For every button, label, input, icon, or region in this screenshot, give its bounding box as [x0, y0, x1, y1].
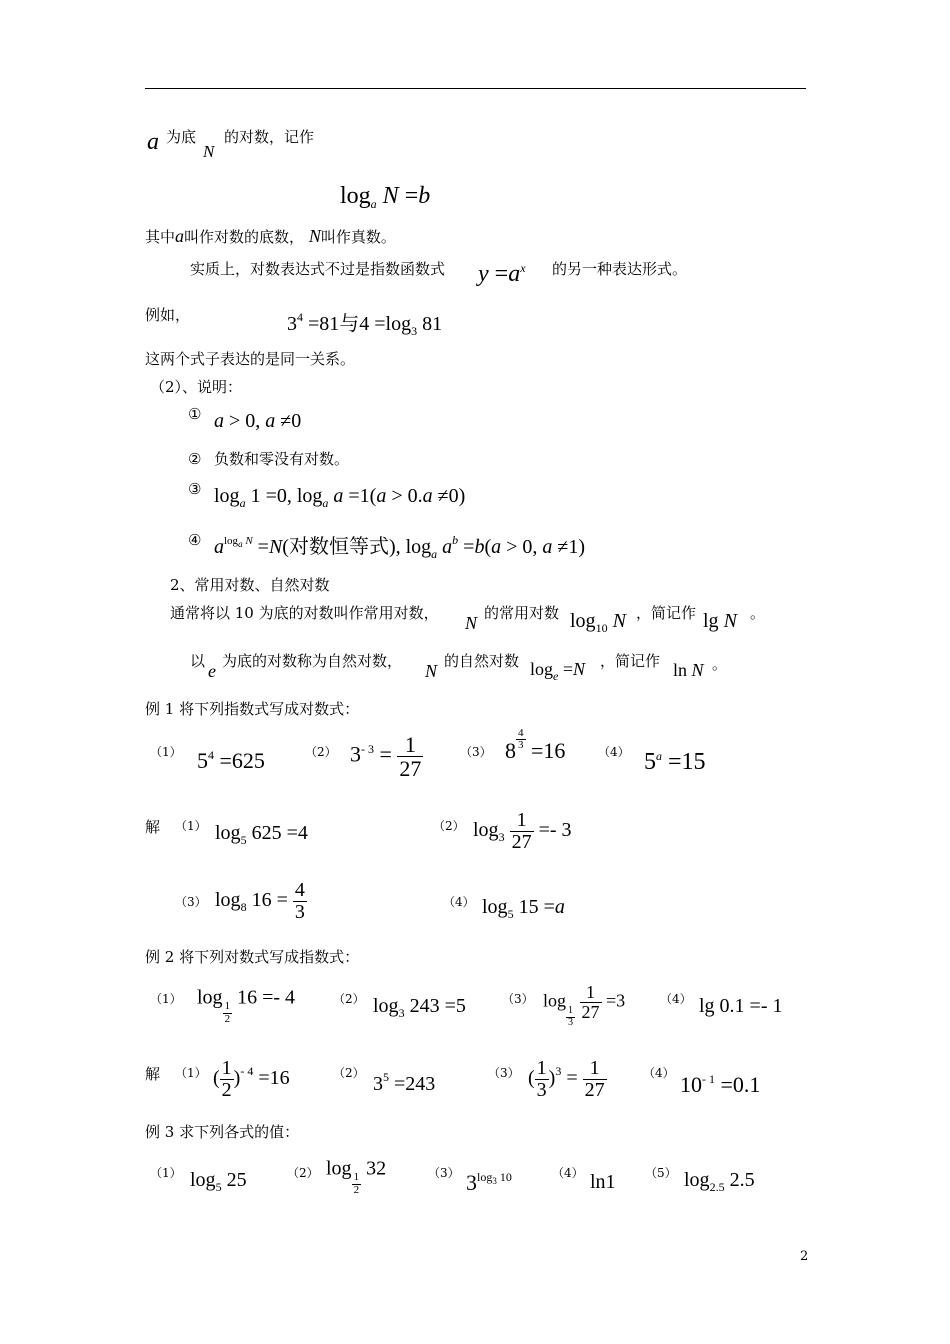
sol2-a2-formula: $3^5 =243$ — [373, 1070, 436, 1095]
example-3-title: 例 3 求下列各式的值： — [145, 1123, 300, 1141]
essence-line: 实质上，对数表达式不过是指数函数式 — [190, 260, 446, 278]
exp-function-formula: $y =a^x$ — [478, 261, 526, 287]
ex3-q1-formula: $\log_5 25$ — [190, 1169, 247, 1194]
ex3-q2-number: （2） — [287, 1166, 319, 1180]
definition-N: N — [203, 142, 215, 161]
ex1-q3-formula: 8 $\frac{4}{3}$ =16 — [505, 726, 566, 763]
ex2-q1-number: （1） — [150, 992, 182, 1006]
ex2-q2-number: （2） — [333, 992, 365, 1006]
common-log-end: 。 — [750, 604, 766, 622]
ex3-q2-formula: log $\frac{1}{2}$ 32 — [326, 1157, 387, 1196]
sol1-a1-number: （1） — [175, 819, 207, 833]
formula-log-a-N-eq-b: $\log_a N =b$ — [340, 183, 431, 211]
item-1-formula: a > 0, a ≠0 — [214, 410, 302, 432]
sol2-a2-number: （2） — [333, 1066, 365, 1080]
natural-loge-formula: $\log_e =N$ — [530, 659, 586, 683]
definition-weidi: 为底 — [166, 128, 197, 146]
natural-log-line: 以 — [190, 652, 206, 670]
ex1-q1-formula: $5^4 =625$ — [197, 748, 265, 773]
ex1-q2-number: （2） — [305, 745, 337, 759]
natural-N: N — [425, 661, 438, 681]
sol2-a4-number: （4） — [643, 1066, 675, 1080]
sol1-a3-number: （3） — [175, 895, 207, 909]
ex3-q4-formula: ln1 — [590, 1171, 616, 1193]
natural-text4: ，简记作 — [600, 652, 661, 670]
ex1-q2-formula: $3^{- 3}$ = $\frac{1}{27}$ — [350, 732, 422, 782]
common-log-line: 通常将以 10 为底的对数叫作常用对数， — [170, 604, 439, 622]
ex2-q3-formula: log $\frac{1}{3}$ $\frac{1}{27}$ =3 — [543, 982, 626, 1028]
header-rule — [145, 88, 806, 89]
same-relation-text: 这两个式子表达的是同一关系。 — [145, 350, 356, 368]
base-and-argument-line: 其中a叫作对数的底数， N叫作真数。 — [145, 226, 396, 246]
item-4-formula: $a^{log_a N} =N$(对数恒等式), $\log_a a^b =b(a > 0$, a ≠1) — [214, 533, 586, 561]
lg-N-formula: lg N — [703, 610, 737, 632]
ln-N-formula: ln N — [673, 660, 704, 680]
ex2-q2-formula: $\log_3 243 =5$ — [373, 995, 466, 1020]
item-number-4: ④ — [188, 531, 202, 549]
explain-title: （2）、说明： — [150, 378, 243, 396]
item-2-text: 负数和零没有对数。 — [214, 450, 350, 468]
essence-line-tail: 的另一种表达形式。 — [552, 260, 688, 278]
ex3-q5-formula: $\log_{2.5} 2.5$ — [684, 1169, 755, 1194]
ex1-q4-formula: $5^a =15$ — [644, 749, 706, 775]
definition-line: a — [147, 129, 159, 155]
sol2-label: 解 — [145, 1065, 161, 1083]
sol2-a3-formula: ( $\frac{1}{3}$ )$^3$ = $\frac{1}{27}$ — [528, 1057, 605, 1101]
ex1-q4-number: （4） — [598, 745, 630, 759]
example-2-title: 例 2 将下列对数式写成指数式： — [145, 948, 360, 966]
sol1-a4-formula: $\log_5 15 =a$ — [482, 896, 565, 921]
natural-text2: 为底的对数称为自然对数， — [222, 652, 403, 670]
example-formula: $3^4 =81$与$4 =\log_3$ 81 — [287, 310, 443, 338]
natural-text3: 的自然对数 — [444, 652, 520, 670]
item-number-3: ③ — [188, 480, 202, 498]
sol2-a1-formula: ( $\frac{1}{2}$ )$^{- 4}$ =16 — [213, 1057, 290, 1101]
sol1-a3-formula: $\log_8 16$ = $\frac{4}{3}$ — [215, 879, 305, 923]
section-2-title: 2、常用对数、自然对数 — [170, 576, 330, 594]
example-1-title: 例 1 将下列指数式写成对数式： — [145, 700, 360, 718]
definition-jizuo: 的对数，记作 — [224, 128, 315, 146]
sol1-a2-formula: $\log_3$ $\frac{1}{27}$ =- 3 — [473, 809, 572, 853]
page-number: 2 — [800, 1249, 809, 1264]
ex3-q3-number: （3） — [428, 1166, 460, 1180]
item-3-formula: $\log_a 1 =0$, $\log_a a =1(a > 0.a \ne 0)$ — [214, 485, 466, 510]
ex2-q4-number: （4） — [660, 992, 692, 1006]
natural-e: e — [208, 661, 216, 681]
sol2-a1-number: （1） — [175, 1066, 207, 1080]
ex1-q1-number: （1） — [150, 745, 182, 759]
sol1-label: 解 — [145, 818, 161, 836]
sol1-a1-formula: $\log_5 625 =4$ — [215, 822, 308, 847]
common-log10-formula: $\log_{10} N$ — [570, 610, 626, 635]
item-number-1: ① — [188, 405, 202, 423]
ex2-q4-formula: lg 0.1 =- 1 — [699, 995, 783, 1017]
example-label: 例如， — [145, 306, 191, 324]
item-number-2: ② — [188, 450, 202, 468]
natural-end: 。 — [712, 655, 728, 673]
sol2-a4-formula: $10^{- 1} =0.1$ — [680, 1072, 761, 1097]
common-N: N — [465, 613, 478, 633]
ex2-q3-number: （3） — [502, 992, 534, 1006]
ex1-q3-number: （3） — [460, 745, 492, 759]
ex2-q1-formula: log $\frac{1}{2}$ 16 =- 4 — [197, 986, 296, 1025]
ex3-q5-number: （5） — [645, 1166, 677, 1180]
sol1-a4-number: （4） — [443, 895, 475, 909]
ex3-q3-formula: $3^{log_3 10}$ — [466, 1170, 512, 1195]
sol1-a2-number: （2） — [433, 819, 465, 833]
ex3-q1-number: （1） — [150, 1166, 182, 1180]
ex3-q4-number: （4） — [552, 1166, 584, 1180]
common-log-text2: 的常用对数 — [484, 604, 560, 622]
common-log-text3: ，简记作 — [636, 604, 697, 622]
sol2-a3-number: （3） — [488, 1066, 520, 1080]
